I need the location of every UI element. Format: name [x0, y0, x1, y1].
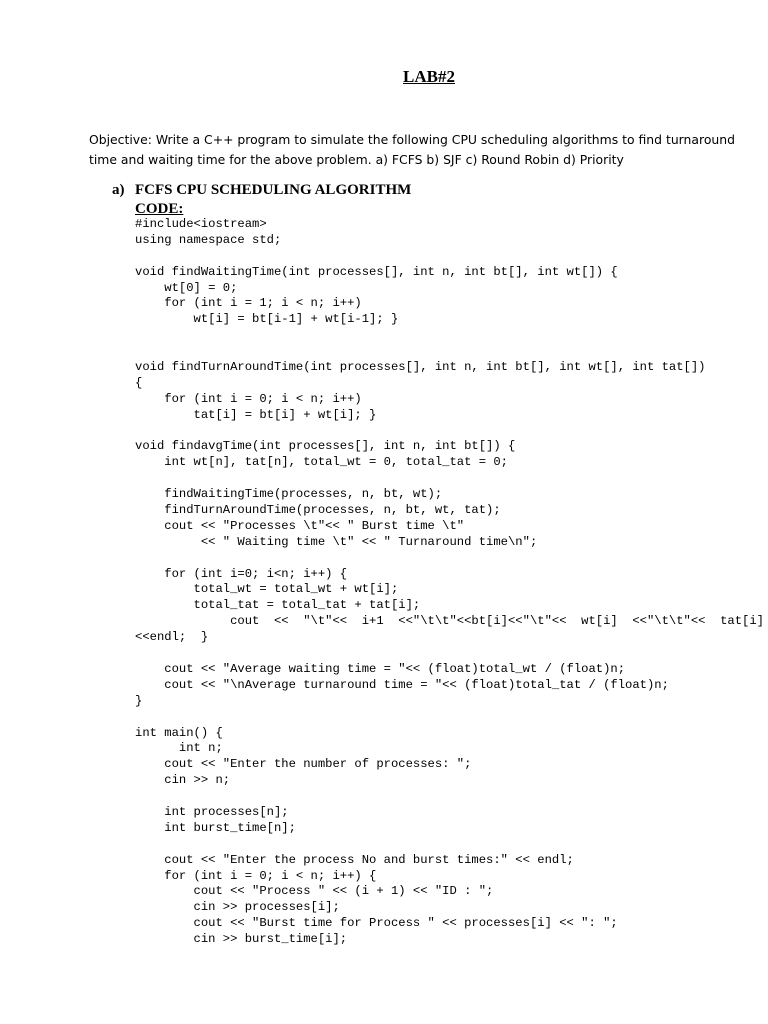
code-line: cin >> processes[i]; [135, 900, 340, 915]
code-line [135, 789, 768, 805]
code-line [135, 344, 768, 360]
code-line: for (int i = 1; i < n; i++) [135, 296, 362, 311]
code-line: total_tat = total_tat + tat[i]; [135, 598, 421, 613]
code-line [135, 837, 768, 853]
code-line: cin >> n; [135, 773, 231, 788]
objective-paragraph: Objective: Write a C++ program to simulate the following CPU scheduling algorithms to find turnaround time and waiting time for the above problem. a) FCFS b) SJF c) Round Robin d) Priority [89, 132, 735, 167]
code-line: tat[i] = bt[i] + wt[i]; } [135, 407, 377, 422]
code-line: int processes[n]; [135, 804, 289, 819]
code-line: void findWaitingTime(int processes[], int n, int bt[], int wt[]) { [135, 264, 618, 279]
code-line: void findavgTime(int processes[], int n, int bt[]) { [135, 439, 516, 454]
code-line: cout << "Enter the number of processes: "; [135, 757, 472, 772]
code-line: { [135, 375, 143, 390]
code-line [135, 249, 768, 265]
code-line: cout << "Burst time for Process " << processes[i] << ": "; [135, 916, 618, 931]
code-line: << " Waiting time \t" << " Turnaround time\n"; [135, 534, 538, 549]
code-line: for (int i = 0; i < n; i++) [135, 391, 362, 406]
code-line: cin >> burst_time[i]; [135, 932, 348, 947]
code-line: } [135, 693, 143, 708]
code-line [135, 710, 768, 726]
code-line: cout << "Average waiting time = "<< (float)total_wt / (float)n; [135, 661, 626, 676]
code-line [135, 551, 768, 567]
code-line: int n; [135, 741, 223, 756]
code-line: cout << "Processes \t"<< " Burst time \t" [135, 518, 465, 533]
code-line: cout << "Enter the process No and burst times:" << endl; [135, 852, 574, 867]
code-line: using namespace std; [135, 232, 282, 247]
code-line: int wt[n], tat[n], total_wt = 0, total_tat = 0; [135, 455, 508, 470]
code-line: <<endl; } [135, 630, 209, 645]
code-line: total_wt = total_wt + wt[i]; [135, 582, 399, 597]
section-heading: FCFS CPU SCHEDULING ALGORITHM [135, 182, 412, 198]
code-line [135, 471, 768, 487]
document-title: LAB#2 [403, 67, 455, 86]
code-line: #include<iostream> [135, 217, 267, 231]
code-line: findWaitingTime(processes, n, bt, wt); [135, 487, 443, 502]
code-line: for (int i = 0; i < n; i++) { [135, 868, 377, 883]
code-line [135, 424, 768, 440]
section-marker: a) [112, 182, 125, 198]
code-line [135, 646, 768, 662]
code-line: for (int i=0; i<n; i++) { [135, 566, 348, 581]
code-line [135, 328, 768, 344]
code-line: findTurnAroundTime(processes, n, bt, wt, tat); [135, 503, 501, 518]
code-line: cout << "\t"<< i+1 <<"\t\t"<<bt[i]<<"\t"<< wt[i] <<"\t\t"<< tat[i] [135, 614, 764, 629]
code-line: cout << "Process " << (i + 1) << "ID : "; [135, 884, 494, 899]
code-line: wt[i] = bt[i-1] + wt[i-1]; } [135, 312, 399, 327]
code-line: wt[0] = 0; [135, 280, 238, 295]
code-line: int main() { [135, 725, 223, 740]
code-line: cout << "\nAverage turnaround time = "<< (float)total_tat / (float)n; [135, 677, 669, 692]
code-line: void findTurnAroundTime(int processes[], int n, int bt[], int wt[], int tat[]) [135, 360, 706, 375]
code-label: CODE: [135, 201, 184, 217]
code-line: int burst_time[n]; [135, 820, 296, 835]
code-listing [135, 217, 768, 948]
